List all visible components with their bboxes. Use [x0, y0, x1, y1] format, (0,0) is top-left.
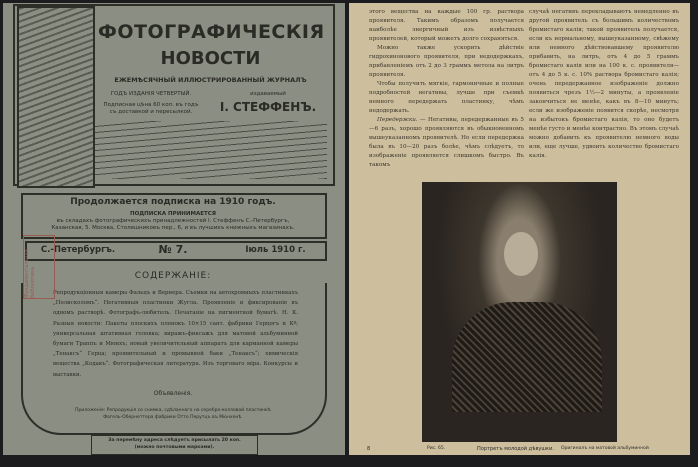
publication-year: ГОДЪ ИЗДАНІЯ ЧЕТВЕРТЫЙ.: [110, 91, 192, 97]
issue-number: № 7.: [158, 243, 188, 256]
figure-note: Оригиналъ на матовой альбуминной: [561, 446, 649, 451]
section-lead: Передержки.: [377, 117, 418, 123]
magazine-title-line2: НОВОСТИ: [160, 48, 261, 69]
publisher-name: I. СТЕФФЕНЪ.: [219, 100, 317, 114]
footer-line1: За перемѣну адреса слѣдуетъ присылать 20 коп.: [108, 438, 241, 443]
contents-heading: СОДЕРЖАНІЕ:: [134, 271, 212, 281]
left-page-cover: [3, 3, 345, 455]
paragraph: этого вещества на каждые 100 гр. раствора проявителя. Такимъ образомъ получается наиболѣе энергичный изъ извѣстныхъ проявителей, который можетъ долго сохраняться.: [369, 9, 524, 42]
decorative-artwork: [17, 6, 95, 188]
figure-title: Портретъ молодой дѣвушки.: [477, 446, 554, 452]
sea-illustration: [95, 121, 327, 179]
portrait-photograph: [422, 182, 617, 442]
column-left: [369, 8, 524, 170]
paragraph: Чтобы получить мягкіе, гармоничные и полные подробностей негативы, лучше при съемкѣ немного передержать пластинку, чѣмъ недодержать.: [369, 81, 524, 114]
library-stamp: Фундаментальная библиотека: [23, 235, 55, 299]
contents-list: Репродукціонныя камеры Фальцъ и Вернера. Съемки на автохромныхъ пластинкахъ „Полисколомъ“. Негативныя пластинки Жугла. Проявленіе и фиксированіе въ одномъ растворѣ. Фотографъ-любитель. Печатаніе на пигментной бумагѣ. Н. К. Разныя новости: Пакеты плоскихъ пленокъ 10×15 сант. фабрики Герцогъ и Кº; универсальная штативная головка; виражъ-фиксажъ для матовой альбуминной бумаги Траппъ и Мюнхъ; новый увеличительный аппаратъ для карманной камеры „Тенаксъ“ Герца; проявительный и промывной баки „Тенаксъ“; химическія вещества „Кодакъ“. Фотографическая литература. Изъ торговаго міра. Конкурсы и выставки.: [53, 290, 298, 378]
paragraph: — Негативы, передержанные въ 5—6 разъ, хорошо проявляются въ обыкновенномъ вышеуказанномъ проявителѣ. Но если передержка была въ 10—20 разъ болѣе, чѣмъ слѣдуетъ, то изображеніе проявляется слишкомъ быстро. Въ такомъ: [369, 117, 524, 168]
portrait-dress: [452, 302, 602, 412]
page-number: 8: [367, 446, 371, 452]
contents-end: Объявленія.: [153, 390, 193, 397]
city: С.-Петербургъ.: [40, 245, 116, 255]
publisher-label: издаваемый: [250, 91, 286, 97]
portrait-face: [504, 232, 538, 276]
figure-number: Рис. 65.: [427, 446, 446, 451]
supplement-note: Приложеніе: Репродукція со снимка, сдѣланнаго на серебро-колловой пластинкѣ Фогель-Обернеттера фабрики Отто Перутцъ въ Мюнхенѣ.: [75, 408, 271, 420]
magazine-title-line1: ФОТОГРАФИЧЕСКІЯ: [98, 21, 325, 43]
subscription-price: Подписная цѣна 60 коп. въ годъ съ доставкой и пересылкой.: [103, 102, 199, 115]
paragraph: Можно также ускорить дѣйствіе гидрохинонового проявителя, при недодержкахъ, прибавленіемъ отъ 2 до 3 граммъ метола на литръ проявителя.: [369, 45, 524, 78]
subscription-heading: Продолжается подписка на 1910 годъ.: [70, 197, 276, 207]
subscription-details: въ складахъ фотографическихъ принадлежностей I. Стеффенъ С.-Петербургъ, Казанская, 5. Москва, Столешниковъ пер., 6, и въ лучшихъ книжныхъ магазинахъ.: [51, 218, 295, 231]
column-right: случаѣ негативъ перекладываютъ немедленно въ другой проявитель съ большимъ количествомъ бромистаго калія; такой проявитель получается, если къ нормальному, вышеуказанному, свѣжему или немного дѣйствовавшему проявителю прибавить, на литръ, отъ 4 до 5 граммъ бромистаго калія или на 100 к. с. проявителя—отъ 4 до 5 к. с. 10% раствора бромистаго калія; очень передержанное изображеніе должно появиться чрезъ 1½—2 минуты, а проявленіе закончиться не менѣе, какъ въ 8—10 минутъ; если же изображеніе появится скорѣе, несмотря на избытокъ бромистаго калія, то оно будетъ менѣе густо и менѣе контрастно. Въ этомъ случаѣ можно добавить къ проявителю немного воды или, еще лучше, удвоить количество бромистаго калія.: [529, 9, 679, 159]
issue-date: Іюль 1910 г.: [245, 245, 306, 255]
subscription-accepted: ПОДПИСКА ПРИНИМАЕТСЯ: [129, 211, 217, 217]
footer-line2: (можно почтовыми марками).: [134, 445, 215, 450]
right-page-article: [349, 3, 690, 455]
subtitle: ЕЖЕМѢСЯЧНЫЙ ИЛЛЮСТРИРОВАННЫЙ ЖУРНАЛЪ: [114, 76, 307, 84]
